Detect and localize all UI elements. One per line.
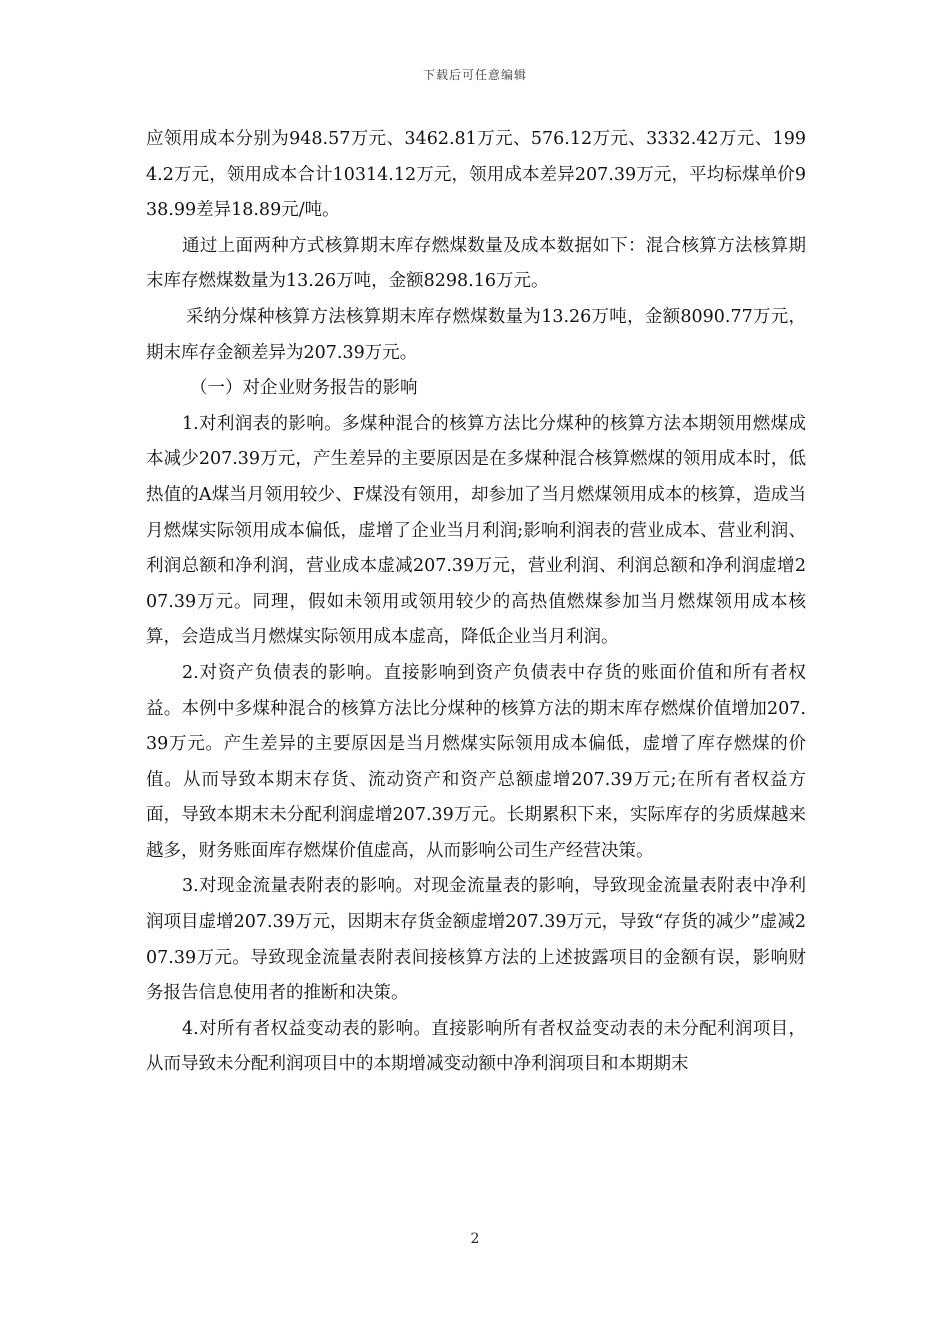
paragraph-mixed-method-summary: 通过上面两种方式核算期末库存燃煤数量及成本数据如下：混合核算方法核算期末库存燃煤数量为13.26万吨，金额8298.16万元。 <box>146 235 806 292</box>
paragraph-balance-sheet: 2.对资产负债表的影响。直接影响到资产负债表中存货的账面价值和所有者权益。本例中多煤种混合的核算方法比分煤种的核算方法的期末库存燃煤价值增加207.39万元。产生差异的主要原因是当月燃煤实际领用成本偏低，虚增了库存燃煤的价值。从而导致本期末存货、流动资产和资产总额虚增207.39万元;在所有者权益方面，导致本期末未分配利润虚增207.39万元。长期累积下来，实际库存的劣质煤越来越多，财务账面库存燃煤价值虚高，从而影响公司生产经营决策。 <box>146 662 806 861</box>
document-body <box>146 122 806 1083</box>
paragraph-cost-continuation: 应领用成本分别为948.57万元、3462.81万元、576.12万元、3332.42万元、1994.2万元，领用成本合计10314.12万元，领用成本差异207.39万元，平均标煤单价938.99差异18.89元/吨。 <box>146 129 806 221</box>
section-heading-financial-impact: （一）对企业财务报告的影响 <box>190 378 418 399</box>
page-header: 下载后可任意编辑 <box>422 68 527 82</box>
paragraph-coal-type-method-summary: 采纳分煤种核算方法核算期末库存燃煤数量为13.26万吨，金额8090.77万元，期末库存金额差异为207.39万元。 <box>146 306 806 363</box>
page-number: 2 <box>470 1231 480 1247</box>
paragraph-cash-flow: 3.对现金流量表附表的影响。对现金流量表的影响，导致现金流量表附表中净利润项目虚增207.39万元，因期末存货金额虚增207.39万元，导致“存货的减少”虚减207.39万元。导致现金流量表附表间接核算方法的上述披露项目的金额有误，影响财务报告信息使用者的推断和决策。 <box>146 876 806 1004</box>
paragraph-income-statement: 1.对利润表的影响。多煤种混合的核算方法比分煤种的核算方法本期领用燃煤成本减少207.39万元，产生差异的主要原因是在多煤种混合核算燃煤的领用成本时，低热值的A煤当月领用较少、F煤没有领用，却参加了当月燃煤领用成本的核算，造成当月燃煤实际领用成本偏低，虚增了企业当月利润;影响利润表的营业成本、营业利润、利润总额和净利润，营业成本虚减207.39万元，营业利润、利润总额和净利润虚增207.39万元。同理，假如未领用或领用较少的高热值燃煤参加当月燃煤领用成本核算，会造成当月燃煤实际领用成本虚高，降低企业当月利润。 <box>146 413 806 648</box>
paragraph-equity-changes: 4.对所有者权益变动表的影响。直接影响所有者权益变动表的未分配利润项目，从而导致未分配利润项目中的本期增减变动额中净利润项目和本期期末 <box>146 1018 806 1075</box>
